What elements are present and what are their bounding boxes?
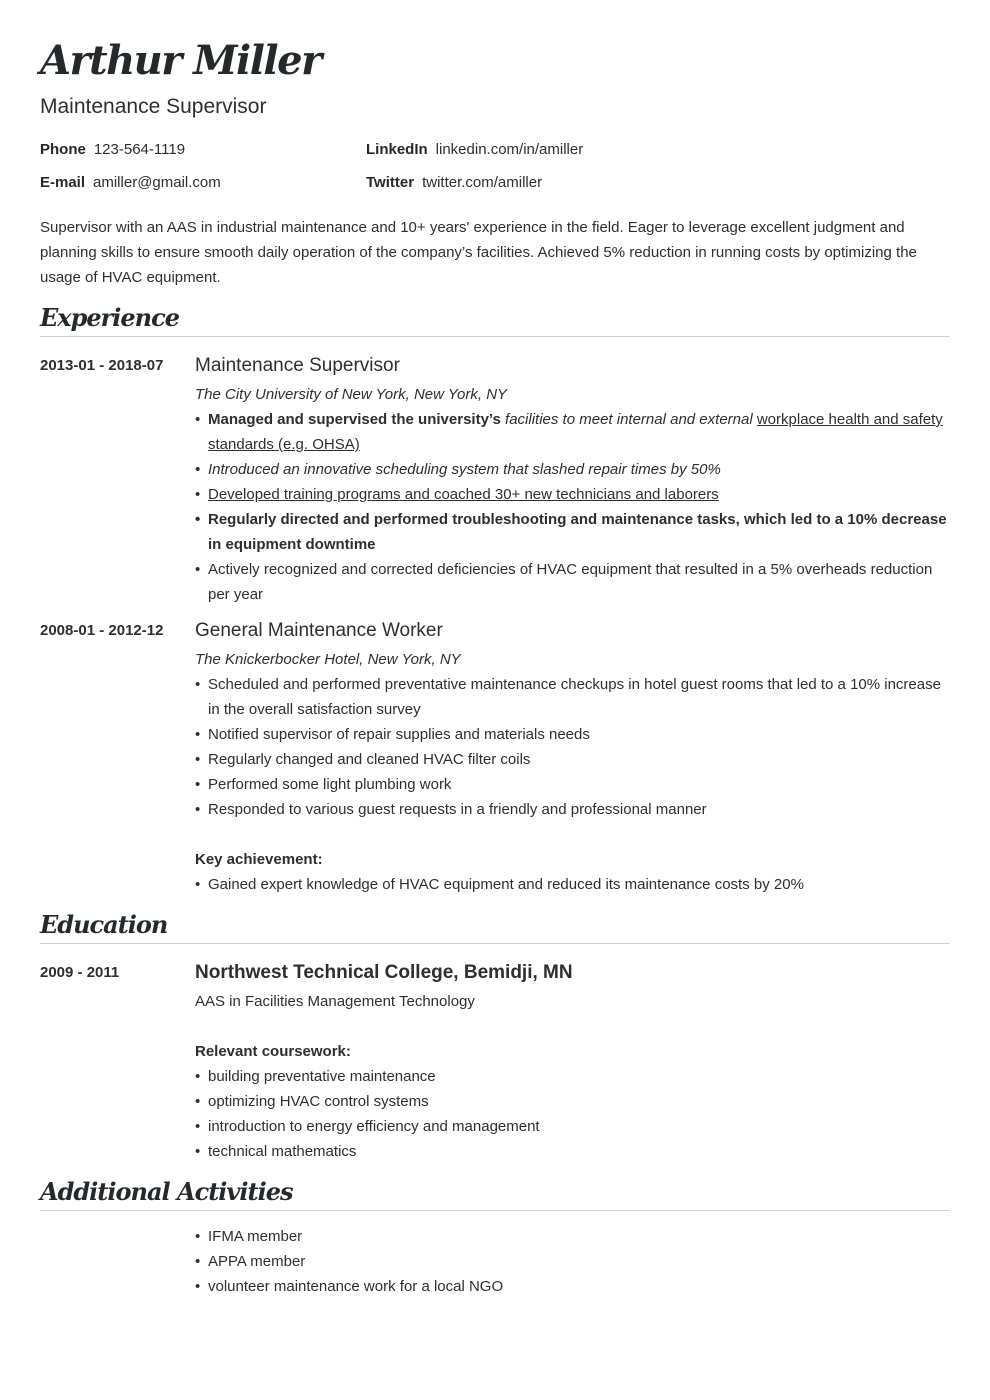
list-item: • Responded to various guest requests in a friendly and professional manner — [195, 797, 950, 822]
bullet-italic-text: facilities to meet internal and external — [500, 411, 757, 428]
list-item: • technical mathematics — [195, 1139, 950, 1164]
contact-value: twitter.com/amiller — [422, 174, 543, 191]
education-dates: 2009 - 2011 — [40, 964, 120, 981]
list-item: • volunteer maintenance work for a local NGO — [195, 1274, 950, 1299]
job-organization: The Knickerbocker Hotel, New York, NY — [195, 651, 461, 668]
contact-label: E-mail — [40, 174, 86, 191]
bullet-bold-text: Managed and supervised the university’s — [208, 411, 501, 428]
list-item — [195, 407, 950, 457]
bullet-underlined-text: Developed training programs and coached 30+ new technicians and laborers — [208, 486, 719, 503]
section-title: Education — [40, 910, 168, 939]
contact-value: linkedin.com/in/amiller — [435, 141, 584, 158]
list-item: • Performed some light plumbing work — [195, 772, 950, 797]
section-title: Additional Activities — [40, 1177, 293, 1206]
list-item: • building preventative maintenance — [195, 1064, 950, 1089]
list-item: • Regularly directed and performed troubleshooting and maintenance tasks, which led to a 10% decrease in equipment downtime — [195, 507, 950, 557]
coursework-label: Relevant coursework: — [195, 1043, 351, 1060]
job-dates: 2008-01 - 2012-12 — [40, 622, 164, 639]
section-header-experience — [40, 302, 950, 337]
list-item: • Scheduled and performed preventative maintenance checkups in hotel guest rooms that led to a 10% increase in the overall satisfaction survey — [195, 672, 950, 722]
contact-value: 123-564-1119 — [93, 141, 186, 158]
section-header-activities — [40, 1176, 950, 1211]
list-item: • Notified supervisor of repair supplies and materials needs — [195, 722, 950, 747]
contact-phone — [40, 140, 185, 160]
coursework-list — [195, 1064, 950, 1164]
job-dates: 2013-01 - 2018-07 — [40, 357, 164, 374]
list-item: • IFMA member — [195, 1224, 950, 1249]
job-organization: The City University of New York, New York, NY — [195, 386, 508, 403]
list-item: • Regularly changed and cleaned HVAC filter coils — [195, 747, 950, 772]
contact-twitter — [366, 173, 542, 193]
list-item: • Introduced an innovative scheduling system that slashed repair times by 50% — [195, 457, 950, 482]
activities-list — [195, 1224, 950, 1299]
candidate-title: Maintenance Supervisor — [40, 95, 267, 118]
candidate-name: Arthur Miller — [40, 37, 321, 84]
list-item: • introduction to energy efficiency and management — [195, 1114, 950, 1139]
job-bullets — [195, 407, 950, 607]
list-item: • Gained expert knowledge of HVAC equipment and reduced its maintenance costs by 20% — [195, 872, 950, 897]
contact-label: Twitter — [366, 174, 415, 191]
contact-value: amiller@gmail.com — [93, 174, 221, 191]
contact-email — [40, 173, 221, 193]
contact-label: LinkedIn — [366, 141, 428, 158]
summary-paragraph: Supervisor with an AAS in industrial maintenance and 10+ years' experience in the field. Eager to leverage excellent judgment and planning skills to ensure smooth daily operation of the company’s facilities. Achieved 5% reduction in running costs by optimizing the usage of HVAC equipment. — [40, 219, 917, 286]
section-title: Experience — [40, 303, 180, 332]
school-name: Northwest Technical College, Bemidji, MN — [195, 962, 573, 983]
contact-label: Phone — [40, 141, 86, 158]
contact-linkedin — [366, 140, 583, 160]
list-item: • optimizing HVAC control systems — [195, 1089, 950, 1114]
job-title: General Maintenance Worker — [195, 620, 443, 641]
job-bullets — [195, 672, 950, 822]
list-item: • APPA member — [195, 1249, 950, 1274]
degree: AAS in Facilities Management Technology — [195, 993, 475, 1010]
job-title: Maintenance Supervisor — [195, 355, 400, 376]
list-item: • Actively recognized and corrected deficiencies of HVAC equipment that resulted in a 5% overheads reduction per year — [195, 557, 950, 607]
bullet-underlined-text: workplace health and safety standards (e.g. OHSA) — [208, 411, 943, 453]
key-achievement-list — [195, 872, 950, 897]
section-header-education — [40, 909, 950, 944]
list-item — [195, 482, 950, 507]
key-achievement-label: Key achievement: — [195, 851, 323, 868]
